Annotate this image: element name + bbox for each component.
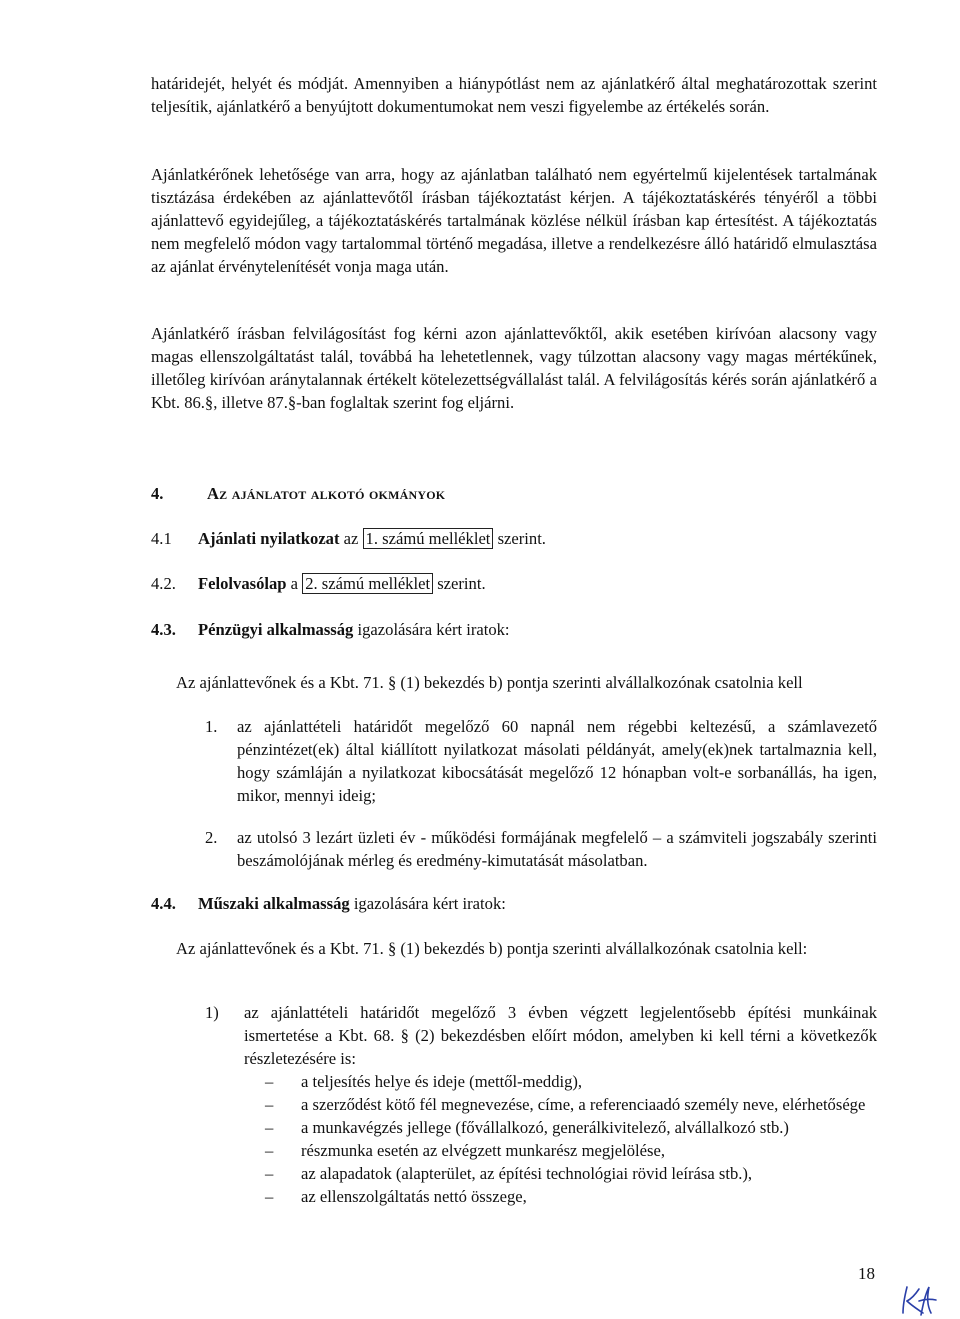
list-item-text: az alapadatok (alapterület, az építési technológiai rövid leírása stb.), — [301, 1164, 753, 1183]
subsection-bold-label: Ajánlati nyilatkozat — [198, 529, 340, 548]
subsection-4-3 — [151, 618, 510, 641]
item-number: 1) — [205, 1003, 219, 1022]
item-text: az ajánlattételi határidőt megelőző 60 napnál nem régebbi keltezésű, a számlavezető pénzintézet(ek) által kiállított nyilatkozat másolati példányát, amely(ek)nek tartalmaznia kell, hogy számláján a nyilatkozat kibocsátását megelőző 12 hónapban volt-e sorbanállás, ha igen, mikor, mennyi ideig; — [237, 717, 877, 805]
annex-reference-box: 2. számú melléklet — [302, 573, 433, 594]
subsection-4-4 — [151, 892, 506, 915]
list-item-text: az ellenszolgáltatás nettó összege, — [301, 1187, 527, 1206]
subsection-bold-label: Felolvasólap — [198, 574, 287, 593]
section-4-heading — [151, 482, 445, 505]
list-item — [265, 1070, 877, 1093]
technical-item-1 — [205, 1001, 877, 1070]
subsection-text: igazolására kért iratok: — [349, 894, 506, 913]
subsection-number: 4.3. — [151, 620, 176, 639]
dash-bullet: – — [265, 1095, 274, 1114]
subsection-text: szerint. — [433, 574, 486, 593]
technical-intro: Az ajánlattevőnek és a Kbt. 71. § (1) bekezdés b) pontja szerinti alvállalkozónak csatolnia kell: — [176, 939, 808, 958]
financial-item-2 — [205, 826, 877, 872]
list-item-text: részmunka esetén az elvégzett munkarész megjelölése, — [301, 1141, 665, 1160]
dash-bullet: – — [265, 1187, 274, 1206]
subsection-4-1 — [151, 527, 546, 550]
list-item-text: a munkavégzés jellege (fővállalkozó, generálkivitelező, alvállalkozó stb.) — [301, 1118, 789, 1137]
list-item — [265, 1162, 877, 1185]
annex-reference-box: 1. számú melléklet — [363, 528, 494, 549]
list-item-text: a teljesítés helye és ideje (mettől-meddig), — [301, 1072, 583, 1091]
section-title: Az ajánlatot alkotó okmányok — [207, 484, 446, 503]
reference-details-list — [265, 1070, 877, 1208]
dash-bullet: – — [265, 1072, 274, 1091]
section-number: 4. — [151, 484, 164, 503]
financial-item-1 — [205, 715, 877, 807]
paragraph-deadline: határidejét, helyét és módját. Amennyiben a hiánypótlást nem az ajánlatkérő által meghatározottak szerint teljesítik, ajánlatkérő a benyújtott dokumentumokat nem veszi figyelembe az értékelés során. — [151, 74, 877, 116]
subsection-text: igazolására kért iratok: — [353, 620, 510, 639]
subsection-number: 4.2. — [151, 574, 176, 593]
dash-bullet: – — [265, 1118, 274, 1137]
subsection-number: 4.4. — [151, 894, 176, 913]
list-item — [265, 1093, 877, 1116]
page-number: 18 — [858, 1264, 875, 1283]
handwritten-initials-signature — [897, 1283, 937, 1317]
subsection-bold-label: Műszaki alkalmasság — [198, 894, 350, 913]
list-item-text: a szerződést kötő fél megnevezése, címe, a referenciaadó személy neve, elérhetősége — [301, 1095, 866, 1114]
paragraph-clarification: Ajánlatkérőnek lehetősége van arra, hogy az ajánlatban található nem egyértelmű kijelentések tartalmának tisztázása érdekében az ajánlattevőtől írásban tájékoztatást kérjen. A tájékoztatáskérés tényéről a többi ajánlattevő egyidejűleg, a tájékoztatáskérés tartalmának közlése nélkül írásban kap értesítést. A tájékoztatás nem megfelelő módon vagy tartalommal történő megadása, illetve a rendelkezésre álló határidő elmulasztása az ajánlat érvénytelenítését vonja maga után. — [151, 165, 877, 276]
subsection-text: szerint. — [493, 529, 546, 548]
dash-bullet: – — [265, 1141, 274, 1160]
subsection-bold-label: Pénzügyi alkalmasság — [198, 620, 354, 639]
subsection-text: a — [286, 574, 303, 593]
list-item — [265, 1139, 877, 1162]
list-item — [265, 1116, 877, 1139]
item-number: 1. — [205, 717, 218, 736]
paragraph-explanation-request: Ajánlatkérő írásban felvilágosítást fog kérni azon ajánlattevőktől, akik esetében kirívóan alacsony vagy magas ellenszolgáltatást talál, továbbá ha lehetetlennek, vagy túlzottan alacsony vagy magas mértékűnek, illetőleg kirívóan aránytalannak értékelt kötelezettségvállalást talál. A felvilágosítás kérés során ajánlatkérő a Kbt. 86.§, illetve 87.§-ban foglaltak szerint fog eljárni. — [151, 324, 877, 412]
subsection-4-2 — [151, 572, 486, 595]
item-text: az utolsó 3 lezárt üzleti év - működési formájának megfelelő – a számviteli jogszabály szerinti beszámolójának mérleg és eredmény-kimutatását másolatban. — [237, 828, 877, 870]
financial-intro: Az ajánlattevőnek és a Kbt. 71. § (1) bekezdés b) pontja szerinti alvállalkozónak csatolnia kell — [176, 673, 803, 692]
subsection-number: 4.1 — [151, 529, 172, 548]
dash-bullet: – — [265, 1164, 274, 1183]
item-number: 2. — [205, 828, 218, 847]
subsection-text: az — [339, 529, 363, 548]
list-item — [265, 1185, 877, 1208]
item-text: az ajánlattételi határidőt megelőző 3 évben végzett legjelentősebb építési munkáinak ismertetése a Kbt. 68. § (2) bekezdésben előírt módon, amelyben ki kell térni a következők részletezésére is: — [244, 1003, 877, 1068]
